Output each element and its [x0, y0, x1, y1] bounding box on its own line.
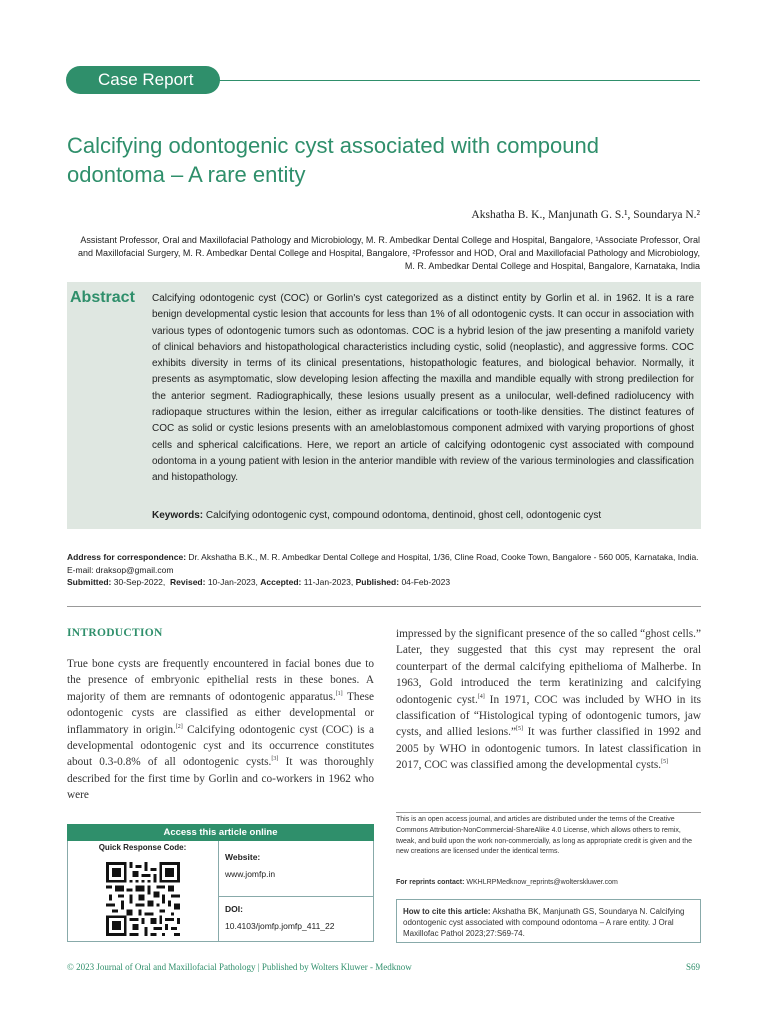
right-column-text — [396, 626, 701, 774]
published-date: 04-Feb-2023 — [401, 577, 451, 587]
revised-date: 10-Jan-2023, — [207, 577, 258, 587]
submitted-label: Submitted: — [67, 577, 112, 587]
reprints-line — [396, 879, 701, 886]
license-text: This is an open access journal, and articles are distributed under the terms of the Creative Commons Attribution-NonCommercial-ShareAlike 4.0 License, which allows others to remix, tweak, and build upon the work non-commercially, as long as appropriate credit is given and the new creations are licensed under the identical terms. — [396, 816, 692, 856]
intro-text-3: Calcifying odontogenic cyst (COC) is a developmental odontogenic cyst and its occurrence constitutes about 0.3-0.8% of all odontogenic cysts. — [67, 723, 374, 769]
citation-3[interactable]: [3] — [271, 756, 279, 763]
keywords — [152, 510, 694, 521]
citation-5[interactable]: [5] — [515, 726, 523, 733]
citation-1[interactable]: [1] — [335, 691, 343, 698]
intro-text-1: True bone cysts are frequently encountered in facial bones due to the presence of embryonic epithelial rests in these bones. A majority of them are remnants of odontogenic apparatus. — [67, 658, 374, 703]
case-report-badge: Case Report — [66, 66, 220, 94]
footer-text: © 2023 Journal of Oral and Maxillofacial Pathology | Published by Wolters Kluwer - Medknow — [67, 962, 412, 972]
access-header: Access this article online — [67, 824, 374, 841]
dates-line — [67, 576, 701, 589]
cite-label: How to cite this article: — [403, 907, 491, 916]
article-title: Calcifying odontogenic cyst associated with compound odontoma – A rare entity — [67, 133, 599, 187]
accepted-label: Accepted: — [260, 577, 302, 587]
keywords-label: Keywords: — [152, 510, 204, 521]
license-rule — [396, 812, 701, 813]
header-rule — [210, 80, 700, 81]
submitted-date: 30-Sep-2022, — [113, 577, 166, 587]
abstract-label: Abstract — [70, 289, 135, 306]
right-text-3: It was further classified in 1992 and 2005 by WHO in odontogenic tumors. In latest classification in 2017, COC was classified among the developmental cysts. — [396, 726, 702, 772]
authors: Akshatha B. K., Manjunath G. S.¹, Soundarya N.² — [471, 209, 700, 221]
reprints-email[interactable]: WKHLRPMedknow_reprints@wolterskluwer.com — [466, 879, 618, 886]
website-link[interactable]: www.jomfp.in — [225, 869, 276, 879]
intro-text-4: It was thoroughly described for the first time by Gorlin and co-workers in 1962 who were — [67, 756, 374, 802]
cite-value: Akshatha BK, Manjunath GS, Soundarya N. Calcifying odontogenic cyst associated with compound odontoma – A rare entity. J Oral Maxillofac Pathol 2023;27:S69-74. — [403, 907, 685, 938]
page-number: S69 — [685, 962, 700, 972]
citation-6[interactable]: [5] — [661, 759, 669, 766]
correspondence-address: Dr. Akshatha B.K., M. R. Ambedkar Dental College and Hospital, 1/36, Cline Road, Cooke Town, Bangalore - 560 005, Karnataka, India. — [188, 552, 699, 562]
abstract-text: Calcifying odontogenic cyst (COC) or Gorlin's cyst categorized as a distinct entity by Gorlin et al. in 1962. It is a rare benign developmental cystic lesion that accounts for less than 1% of all odontogenic cysts. It can occur in association with various types of odontogenic tumors such as odontomas. COC is a hybrid lesion of the jaw presenting a manifold variety of clinical behaviors and histopathological characteristics including cystic, solid (neoplastic), and aggressive forms. COC exhibits diversity in terms of its clinical presentations, histopathologic features, and biological behavior. Normally, it presents as asymptomatic, slow developing lesion affecting the maxilla and mandible equally with strong predilection for the anterior segment. Radiographically, these lesions usually present as a unilocular, well-defined radiolucency with radiopaque structures within the lesion, either as irregular calcifications or tooth-like densities. The distinct features of COC as solid or cystic lesions presents with an ameloblastomous component admixed with varying proportions of ghost cells and spherical calcifications. Here, we report an article of calcifying odontogenic cyst associated with compound odontoma in a young patient with lesion in the anterior mandible with review of the various terminologies and classification and histopathology. — [152, 293, 694, 484]
introduction-heading: INTRODUCTION — [67, 627, 163, 639]
left-column-text — [67, 656, 374, 804]
correspondence-label: Address for correspondence: — [67, 552, 187, 562]
reprints-label: For reprints contact: — [396, 879, 465, 886]
citation-4[interactable]: [4] — [477, 693, 485, 700]
correspondence-rule — [67, 606, 701, 607]
access-divider — [218, 841, 219, 942]
access-divider — [218, 896, 374, 897]
right-text-2: In 1971, COC was included by WHO in its classification of “Histological typing of odontogenic tumors, jaw cysts, and allied lesions.” — [396, 693, 701, 739]
affiliations: Assistant Professor, Oral and Maxillofacial Pathology and Microbiology, M. R. Ambedkar Dental College and Hospital, Bangalore, ¹Associate Professor, Oral and Maxillofacial Surgery, M. R. Ambedkar Dental College and Hospital, Bangalore, ²Professor and HOD, Oral and Maxillofacial Pathology and Microbiology, M. R. Ambedkar Dental College and Hospital, Bangalore, Karnataka, India — [78, 235, 700, 271]
doi-label: DOI: — [225, 904, 243, 914]
doi-link[interactable]: 10.4103/jomfp.jomfp_411_22 — [225, 921, 335, 931]
keywords-value: Calcifying odontogenic cyst, compound odontoma, dentinoid, ghost cell, odontogenic cyst — [205, 510, 602, 521]
citation-2[interactable]: [2] — [175, 723, 183, 730]
right-text-1: impressed by the significant presence of the so called “ghost cells.” Later, they suggested that this cyst may represent the oral counterpart of the dermal calcifying epithelioma of Malherbe. In 1963, Gold introduced the term keratinizing and calcifying odontogenic cyst. — [396, 628, 701, 706]
accepted-date: 11-Jan-2023, — [303, 577, 354, 587]
revised-label: Revised: — [170, 577, 206, 587]
qr-label: Quick Response Code: — [98, 843, 187, 852]
correspondence — [67, 551, 701, 589]
published-label: Published: — [355, 577, 400, 587]
correspondence-email: E-mail: draksop@gmail.com — [67, 564, 174, 575]
qr-code-icon[interactable] — [106, 862, 180, 936]
website-label: Website: — [225, 852, 261, 862]
intro-text-2: These odontogenic cysts are classified as either developmental or inflammatory in origin. — [67, 690, 375, 736]
cite-text — [403, 906, 695, 939]
